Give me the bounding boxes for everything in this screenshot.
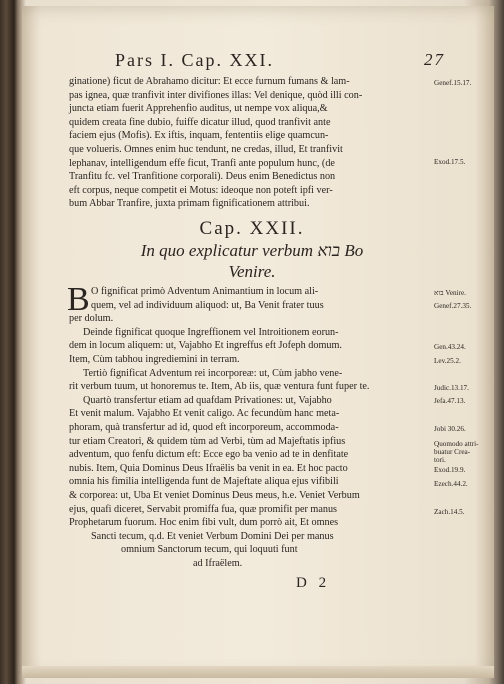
text-line: lephanav, intelligendum effe ficut, Tranfi ante populum hunc, (de — [69, 157, 335, 169]
text-line: ad Ifraëlem. — [193, 557, 243, 569]
text-line: ejus, quafi diceret, Servabit promiffa fua, quæ promifit per manus — [69, 503, 338, 515]
margin-note: בוא Venire. — [434, 289, 466, 297]
text-line: Tranfitu fc. vel Tranfitione corporali). Deus enim Benedictus non — [69, 171, 336, 183]
page-bottom-edge — [22, 666, 494, 678]
running-header — [115, 50, 445, 72]
running-title: Pars I. Cap. XXI. — [115, 50, 274, 70]
text-line: nubis. Item, Quia Dominus Deus Ifraëlis ba venit in ea. Et hoc pacto — [69, 462, 348, 474]
chapter-21-text — [69, 75, 431, 211]
margin-note: Exod.17.5. — [434, 158, 466, 166]
text-line: faciem ejus (Mofis). Ex iftis, inquam, fententiis elige quamcun- — [69, 130, 329, 142]
text-line: dem in locum aliquem: ut, Vajabho Et ingreffus eft Jofeph domum. — [69, 340, 342, 352]
text-line: pas ignea, quæ tranfivit inter divifiones illas: Vel denique, quòd illi con- — [69, 89, 363, 101]
text-line: rit verbum tuum, ut honoremus te. Item, Ab iis, quæ ventura funt fuper te. — [69, 381, 370, 393]
text-line: quidem creata fine dubio, fuiffe dicatur illud, quod tranfivit ante — [69, 116, 331, 128]
text-line: Quartò transfertur etiam ad quafdam Privationes: ut, Vajabho — [83, 394, 332, 406]
chapter-22-subtitle-cont: Venire. — [228, 262, 276, 281]
text-line: Deinde fignificat quoque Ingreffionem vel Introitionem eorun- — [83, 326, 339, 338]
text-line: bum Abbar Tranfire, juxta primam fignificationem attribui. — [69, 198, 310, 210]
drop-cap: B — [67, 281, 90, 318]
text-line: Prophetarum fuorum. Hoc enim fibi vult, dum porrò ait, Et omnes — [69, 517, 339, 529]
chapter-22-title: Cap. XXII. — [199, 218, 305, 239]
margin-note: Jobi 30.26. — [434, 425, 466, 433]
text-line: Item, Cùm tabhou ingrediemini in terram. — [69, 353, 240, 365]
text-line: omnia his fimilia intelligenda funt de Majeftate aliqua ejus vifibili — [69, 476, 339, 488]
margin-note: Ezech.44.2. — [434, 480, 468, 488]
text-line: Tertiò fignificat Adventum rei incorporeæ: ut, Cùm jabho vene- — [83, 367, 343, 379]
text-line: phoram, quà transfertur ad id, quod eft incorporeum, accommoda- — [69, 421, 339, 433]
margin-note: Genef.15.17. — [434, 79, 472, 87]
margin-note: tori. — [434, 456, 446, 464]
page-number: 27 — [424, 50, 445, 69]
chapter-22-text — [67, 281, 431, 570]
chapter-22-subtitle: In quo explicatur verbum בוא Bo — [140, 241, 364, 260]
margin-note: Jefa.47.13. — [434, 397, 466, 405]
margin-note: Quomodo attri- — [434, 440, 479, 448]
text-line: per dolum. — [69, 313, 114, 325]
text-line: juncta etiam fuerit Apprehenfio auditus, ut nempe vox aliqua,& — [69, 103, 328, 115]
text-line: Sancti tecum, q.d. Et veniet Verbum Domini Dei per manus — [91, 530, 334, 542]
margin-note: Exod.19.9. — [434, 466, 466, 474]
text-line: eft corpus, neque competit ei Motus: ideoque non poteft ipfi ver- — [69, 184, 333, 196]
signature-mark: D 2 — [296, 575, 331, 591]
margin-note: Lev.25.2. — [434, 357, 461, 365]
margin-note: buatur Crea- — [434, 448, 471, 456]
text-line: ginatione) ficut de Abrahamo dicitur: Et ecce furnum fumans & lam- — [69, 76, 350, 87]
text-line: quem, vel ad individuum aliquod: ut, Ba Venit frater tuus — [91, 299, 324, 311]
margin-note: Genef.27.35. — [434, 302, 472, 310]
text-line: adventum, quo fenfu dictum eft: Ecce ego ba venio ad te in denfitate — [69, 449, 349, 461]
text-line: tur etiam Creatori, & quidem tùm ad Verbi, tùm ad Majeftatis ipfius — [69, 435, 346, 447]
text-line: & corporea: ut, Uba Et veniet Dominus Deus meus, h.e. Veniet Verbum — [69, 489, 360, 501]
text-line: que volueris. Omnes enim huc tendunt, ne credas, illud, Et tranfivit — [69, 143, 343, 155]
margin-note: Gen.43.24. — [434, 343, 466, 351]
margin-note: Judic.13.17. — [434, 384, 469, 392]
margin-note: Zach.14.5. — [434, 508, 465, 516]
text-line: O fignificat primò Adventum Animantium in locum ali- — [91, 286, 319, 297]
text-line: Et venit malum. Vajabho Et venit caligo. Ac fecundùm hanc meta- — [69, 408, 340, 420]
text-line: omnium Sanctorum tecum, qui loquuti funt — [121, 544, 298, 556]
